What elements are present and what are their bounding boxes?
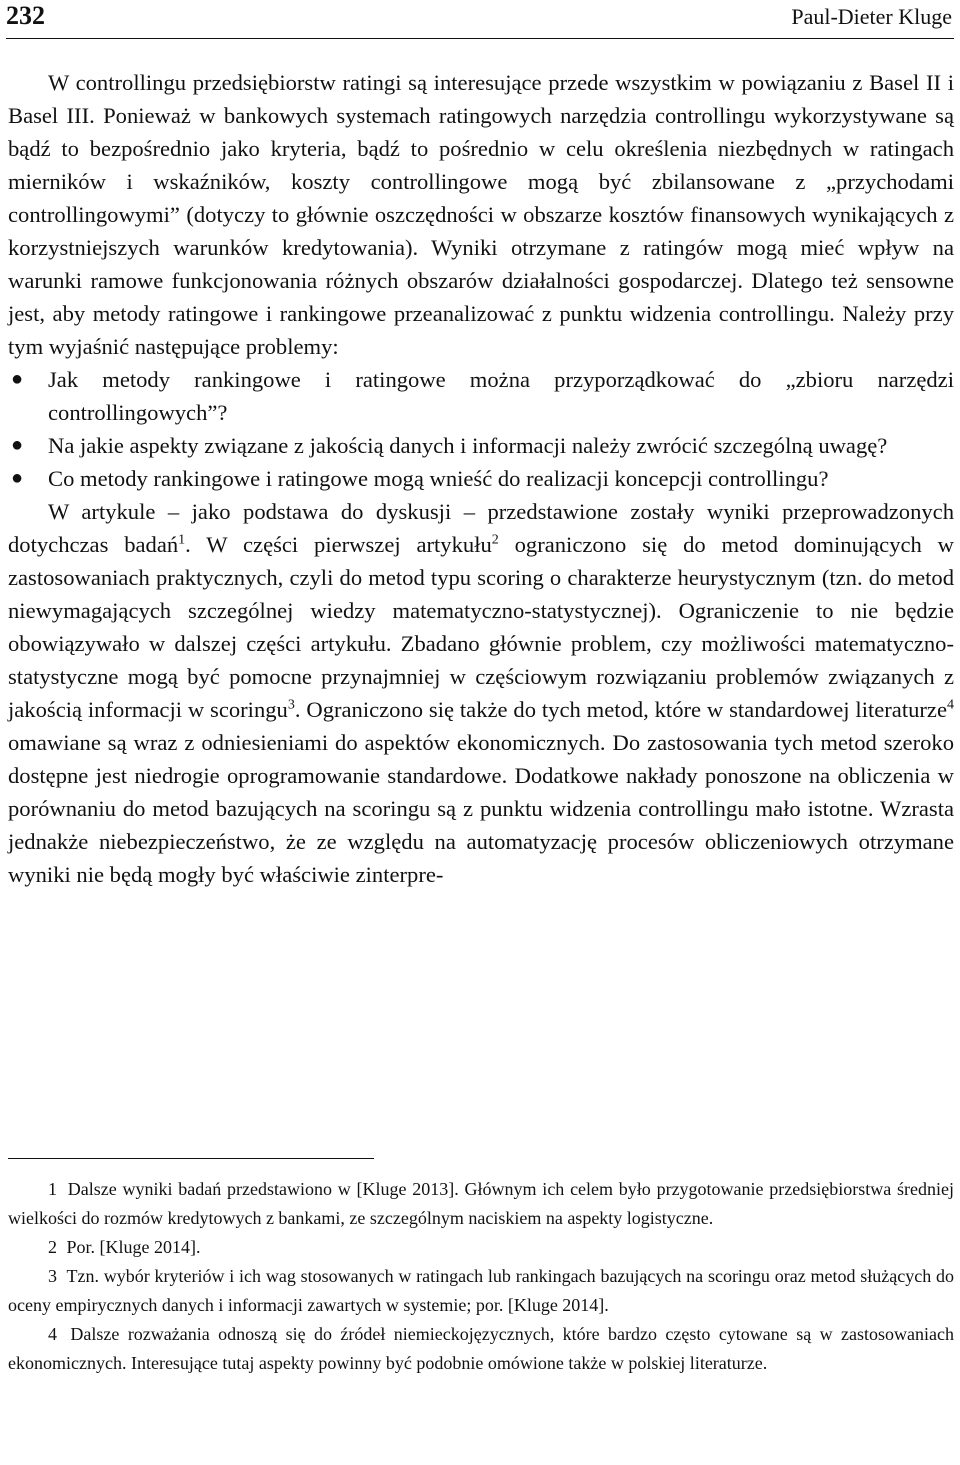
paragraph-2-text: omawiane są wraz z odniesieniami do aspektów ekonomicznych. Do zastosowania tych metod szeroko dostępne jest niedrogie oprogramowanie standardowe. Dodatkowe nakłady ponoszone na obliczenia w porównaniu do metod bazujących na scoringu są z punktu widzenia controllingu mało istotne. Wzrasta jednakże niebezpieczeństwo, że ze względu na automatyzację procesów obliczeniowych otrzymane wyniki nie będą mogły być właściwie zinterpre- [8, 730, 954, 887]
footnote-4 [8, 1320, 954, 1378]
paragraph-1: W controllingu przedsiębiorstw ratingi są interesujące przede wszystkim w powiązaniu z Basel II i Basel III. Ponieważ w bankowych systemach ratingowych narzędzia controllingu wykorzystywane są bądź to bezpośrednio jako kryteria, bądź to pośrednio w celu określenia niezbędnych w ratingach mierników i wskaźników, koszty controllingowe mogą być zbilansowane z „przychodami controllingowymi” (dotyczy to głównie oszczędności w obszarze kosztów finansowych wynikających z korzystniejszych warunków kredytowania). Wyniki otrzymane z ratingów mogą mieć wpływ na warunki ramowe funkcjonowania różnych obszarów działalności gospodarczej. Dlatego też sensowne jest, aby metody ratingowe i rankingowe przeanalizować z punktu widzenia controllingu. Należy przy tym wyjaśnić następujące problemy: [8, 70, 954, 359]
list-item-text: Jak metody rankingowe i ratingowe można przyporządkować do „zbioru narzędzi controllingowych”? [48, 367, 954, 425]
footnote-text: Por. [Kluge 2014]. [66, 1237, 201, 1257]
footnote-ref-2[interactable]: 2 [491, 532, 499, 548]
footnote-text: Dalsze wyniki badań przedstawiono w [Kluge 2013]. Głównym ich celem było przygotowanie przedsiębiorstwa średniej wielkości do rozmów kredytowych z bankami, ze szczególnym naciskiem na aspekty logistyczne. [8, 1179, 955, 1228]
footnote-text: Tzn. wybór kryteriów i ich wag stosowanych w ratingach lub rankingach bazujących na scoringu oraz metod służących do oceny empirycznych danych i informacji zawartych w systemie; por. [Kluge 2014]. [8, 1266, 954, 1315]
question-list [8, 363, 954, 495]
footnotes [8, 1175, 954, 1378]
running-header-author: Paul-Dieter Kluge [791, 4, 952, 29]
footnote-1 [8, 1175, 954, 1233]
list-item [8, 429, 954, 462]
bullet-icon: ● [10, 467, 24, 489]
list-item [8, 363, 954, 429]
paragraph-2 [8, 495, 954, 891]
body-text [8, 66, 954, 891]
footnote-number: 1 [48, 1179, 57, 1199]
bullet-icon: ● [10, 434, 24, 456]
list-item [8, 462, 954, 495]
footnote-2 [8, 1233, 954, 1262]
list-item-text: Na jakie aspekty związane z jakością danych i informacji należy zwrócić szczególną uwagę? [48, 433, 888, 458]
footnote-ref-3[interactable]: 3 [287, 697, 295, 713]
footnote-divider [8, 1158, 374, 1159]
footnote-ref-4[interactable]: 4 [947, 697, 954, 713]
paragraph-2-text: W artykule – jako podstawa do dyskusji – przedstawione zostały wyniki przeprowadzonych dotychczas badań [8, 499, 954, 557]
footnote-3 [8, 1262, 954, 1320]
footnote-ref-1[interactable]: 1 [178, 532, 186, 548]
footnote-number: 4 [48, 1324, 57, 1344]
bullet-icon: ● [10, 368, 24, 390]
footnote-number: 3 [48, 1266, 57, 1286]
paragraph-2-text: ograniczono się do metod dominujących w zastosowaniach praktycznych, czyli do metod typu scoring o charakterze heurystycznym (tzn. do metod niewymagających szczególnej wiedzy matematyczno-statystycznej). Ograniczenie to nie będzie obowiązywało w dalszej części artykułu. Zbadano głównie problem, czy możliwości matematyczno-statystyczne mogą być pomocne przynajmniej w częściowym rozwiązaniu problemów związanych z jakością informacji w scoringu [8, 532, 954, 722]
running-header [6, 0, 954, 39]
page-number: 232 [6, 1, 45, 30]
footnote-text: Dalsze rozważania odnoszą się do źródeł niemieckojęzycznych, które bardzo często cytowane są w zastosowaniach ekonomicznych. Interesujące tutaj aspekty powinny być podobnie omówione także w polskiej literaturze. [8, 1324, 954, 1373]
footnote-number: 2 [48, 1237, 57, 1257]
paragraph-2-text: . Ograniczono się także do tych metod, które w standardowej literaturze [294, 697, 947, 722]
paragraph-2-text: . W części pierwszej artykułu [185, 532, 492, 557]
list-item-text: Co metody rankingowe i ratingowe mogą wnieść do realizacji koncepcji controllingu? [48, 466, 829, 491]
